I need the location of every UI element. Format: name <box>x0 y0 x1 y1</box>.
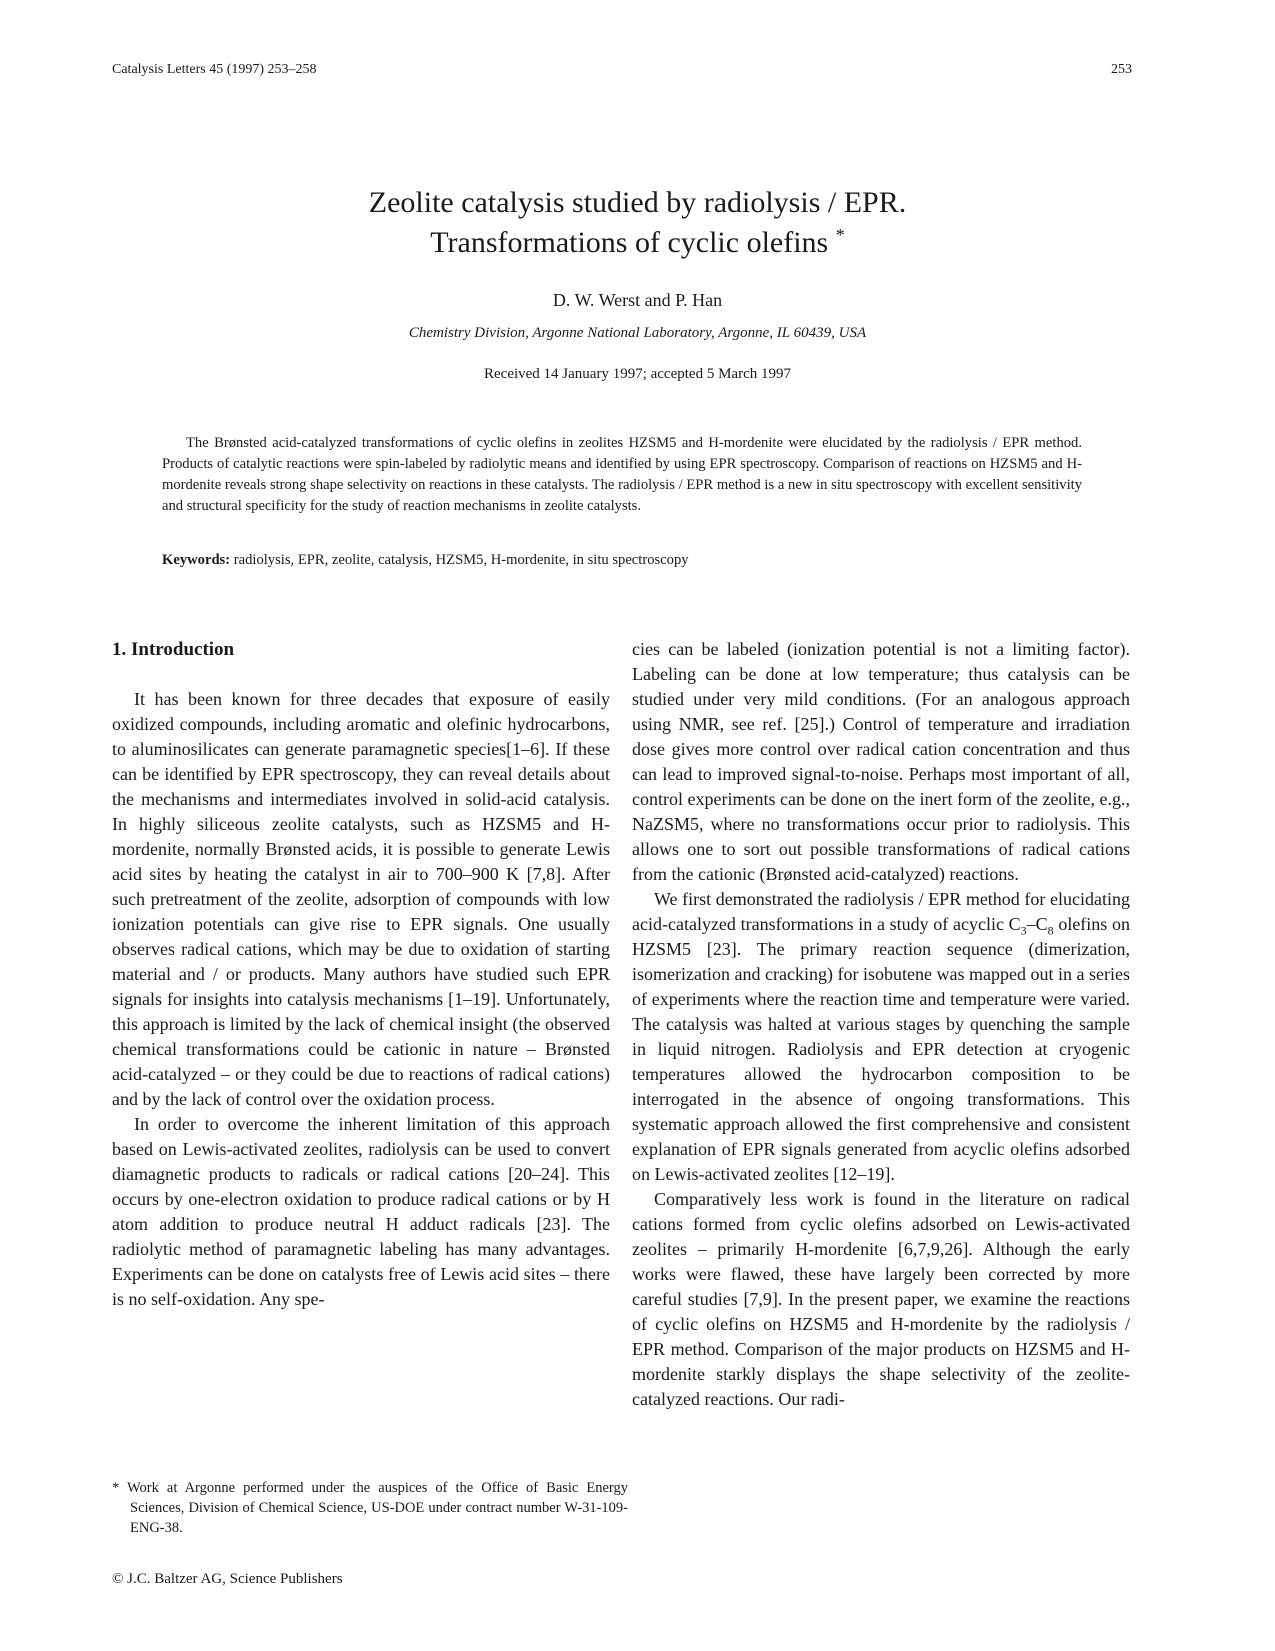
keywords <box>162 552 1082 569</box>
section-heading: 1. Introduction <box>112 639 235 660</box>
title-line-2 <box>0 223 1275 263</box>
paragraph: cies can be labeled (ionization potential is not a limiting factor). Labeling can be done at low temperature; thus catalysis can be studied under very mild conditions. (For an analogous approach using NMR, see ref. [25].) Control of temperature and irradiation dose gives more control over radical cation concentration and thus can lead to improved signal-to-noise. Perhaps most important of all, control experiments can be done on the inert form of the zeolite, e.g., NaZSM5, where no transformations occur prior to radiolysis. This allows one to sort out possible transformations of radical cations from the cationic (Brønsted acid-catalyzed) reactions. <box>632 639 1130 884</box>
affiliation: Chemistry Division, Argonne National Laboratory, Argonne, IL 60439, USA <box>408 325 867 341</box>
received-dates: Received 14 January 1997; accepted 5 March 1997 <box>484 366 791 382</box>
paragraph: In order to overcome the inherent limitation of this approach based on Lewis-activated zeolites, radiolysis can be used to convert diamagnetic products to radicals or radical cations [20–24]. This occurs by one-electron oxidation to produce radical cations or by H atom addition to produce neutral H adduct radicals [23]. The radiolytic method of paramagnetic labeling has many advantages. Experiments can be done on catalysts free of Lewis acid sites – there is no self-oxidation. Any spe- <box>112 1114 610 1309</box>
title-line-1: Zeolite catalysis studied by radiolysis / EPR. <box>368 186 907 219</box>
subscript: 3 <box>1020 923 1027 938</box>
article-title <box>0 183 1275 263</box>
title-line-2-text: Transformations of cyclic olefins <box>430 226 829 259</box>
abstract: The Brønsted acid-catalyzed transformations of cyclic olefins in zeolites HZSM5 and H-mordenite were elucidated by the radiolysis / EPR method. Products of catalytic reactions were spin-labeled by radiolytic means and identified by using EPR spectroscopy. Comparison of reactions on HZSM5 and H-mordenite reveals strong shape selectivity on reactions in these catalysts. The radiolysis / EPR method is a new in situ spectroscopy with excellent sensitivity and structural specificity for the study of reaction mechanisms in zeolite catalysts. <box>162 435 1082 514</box>
footnote: * Work at Argonne performed under the auspices of the Office of Basic Energy Sciences, Division of Chemical Science, US-DOE under contract number W-31-109-ENG-38. <box>112 1480 628 1536</box>
paragraph-text: olefins on HZSM5 [23]. The primary reaction sequence (dimerization, isomerization and cracking) for isobutene was mapped out in a series of experiments where the reaction time and temperature were varied. The catalysis was halted at various stages by quenching the sample in liquid nitrogen. Radiolysis and EPR detection at cryogenic temperatures allowed the hydrocarbon composition to be interrogated in the absence of ongoing transformations. This systematic approach allowed the first comprehensive and consistent explanation of EPR signals generated from acyclic olefins adsorbed on Lewis-activated zeolites [12–19]. <box>632 914 1130 1184</box>
subscript: 8 <box>1047 923 1054 938</box>
paragraph-text: –C <box>1026 914 1048 934</box>
copyright: © J.C. Baltzer AG, Science Publishers <box>112 1571 343 1587</box>
running-header-journal: Catalysis Letters 45 (1997) 253–258 <box>112 62 317 77</box>
paragraph: It has been known for three decades that exposure of easily oxidized compounds, including aromatic and olefinic hydrocarbons, to aluminosilicates can generate paramagnetic species[1–6]. If these can be identified by EPR spectroscopy, they can reveal details about the mechanisms and intermediates involved in solid-acid catalysis. In highly siliceous zeolite catalysts, such as HZSM5 and H-mordenite, normally Brønsted acids, it is possible to generate Lewis acid sites by heating the catalyst in air to 700–900 K [7,8]. After such pretreatment of the zeolite, adsorption of compounds with low ionization potentials can give rise to EPR signals. One usually observes radical cations, which may be due to oxidation of starting material and / or products. Many authors have studied such EPR signals for insights into catalysis mechanisms [1–19]. Unfortunately, this approach is limited by the lack of chemical insight (the observed chemical transformations could be cationic in nature – Brønsted acid-catalyzed – or they could be due to reactions of radical cations) and by the lack of control over the oxidation process. <box>112 689 610 1109</box>
page-number: 253 <box>1111 62 1132 77</box>
authors: D. W. Werst and P. Han <box>552 290 723 310</box>
keywords-label: Keywords: <box>162 552 231 568</box>
left-column <box>112 637 610 1312</box>
keywords-text: radiolysis, EPR, zeolite, catalysis, HZSM5, H-mordenite, in situ spectroscopy <box>233 552 689 568</box>
right-column <box>632 637 1130 1412</box>
title-footnote-mark: * <box>835 225 845 245</box>
paragraph: Comparatively less work is found in the literature on radical cations formed from cyclic olefins adsorbed on Lewis-activated zeolites – primarily H-mordenite [6,7,9,26]. Although the early works were flawed, these have largely been corrected by more careful studies [7,9]. In the present paper, we examine the reactions of cyclic olefins on HZSM5 and H-mordenite by the radiolysis / EPR method. Comparison of the major products on HZSM5 and H-mordenite starkly displays the shape selectivity of the zeolite-catalyzed reactions. Our radi- <box>632 1189 1130 1409</box>
paragraph <box>632 887 1130 1187</box>
paragraph-text: We first demonstrated the radiolysis / EPR method for elucidating acid-catalyzed transformations in a study of acyclic C <box>632 889 1130 934</box>
